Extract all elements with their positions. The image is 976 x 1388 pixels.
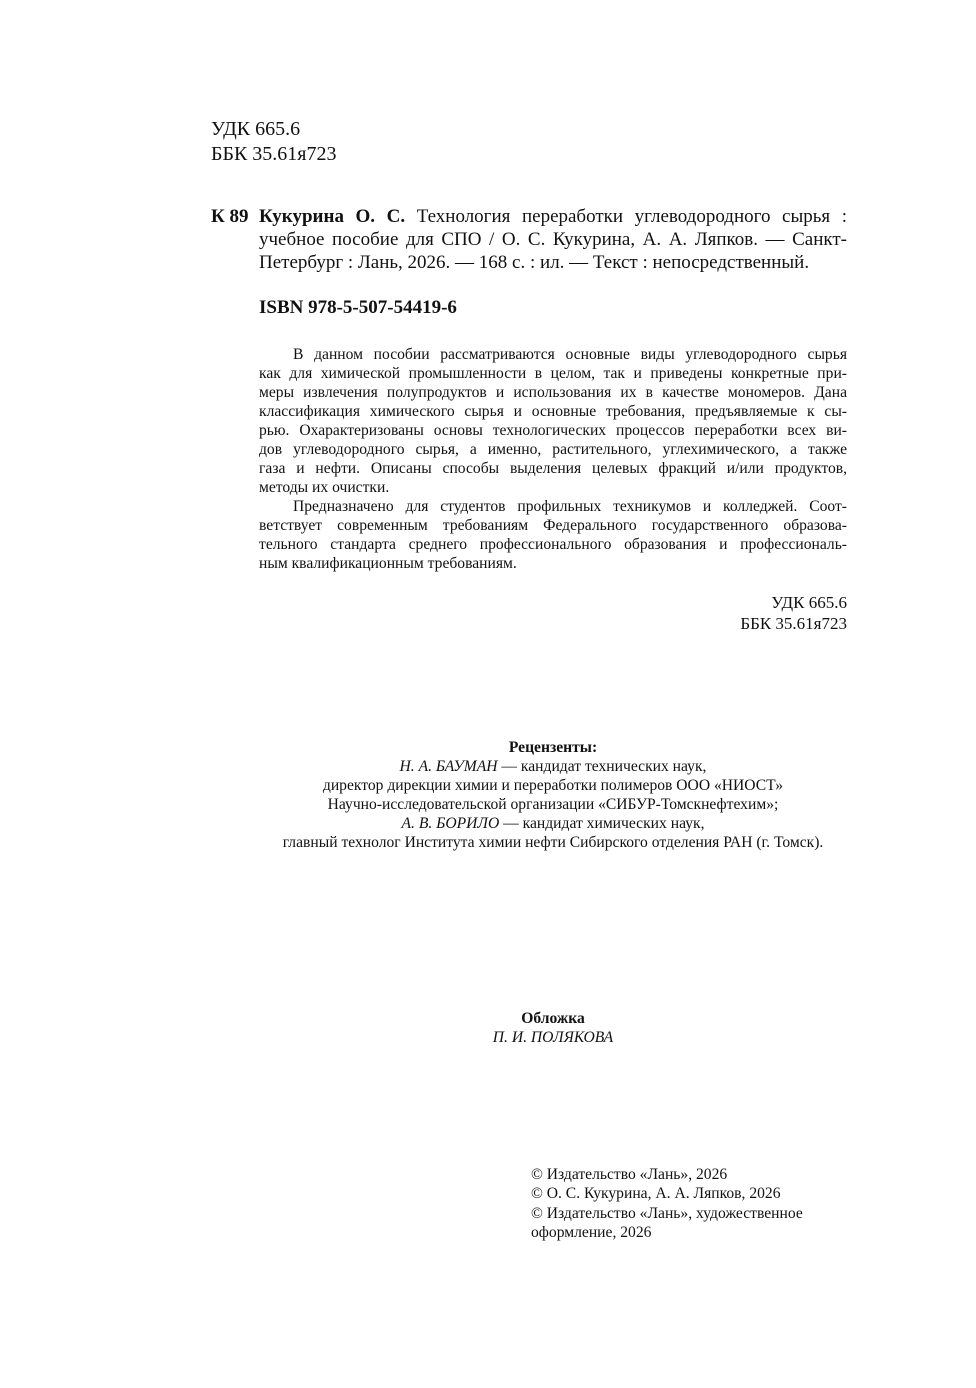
annotation-line: как для химической промышленности в целом, так и приведены конкретные при- <box>259 365 847 382</box>
biblio-line-3: Петербург : Лань, 2026. — 168 с. : ил. — Текст : непосредственный. <box>259 252 810 273</box>
cover-designer: П. И. ПОЛЯКОВА <box>492 1029 614 1046</box>
reviewers-block <box>259 738 847 852</box>
bibliographic-description <box>259 205 847 274</box>
book-title: Технология переработки углеводородного сырья : <box>416 206 848 227</box>
reviewer-1-position: директор дирекции химии и переработки полимеров ООО «НИОСТ» <box>322 777 784 794</box>
cover-credit <box>259 1009 847 1047</box>
copyright-line: © Издательство «Лань», художественное <box>531 1204 803 1222</box>
isbn: ISBN 978-5-507-54419-6 <box>259 297 457 318</box>
bbk-code: ББК 35.61я723 <box>211 143 337 165</box>
copyright-line: оформление, 2026 <box>531 1224 652 1242</box>
reviewer-1-name: Н. А. БАУМАН <box>399 758 498 775</box>
udk-bbk-footer <box>740 592 847 634</box>
udk-bbk-header <box>211 117 337 167</box>
annotation-line: Предназначено для студентов профильных техникумов и колледжей. Соот- <box>293 498 847 515</box>
annotation-line: газа и нефти. Описаны способы выделения целевых фракций и/или продуктов, <box>259 460 847 477</box>
reviewer-2-title: — кандидат химических наук, <box>499 815 705 832</box>
copyright-line: © О. С. Кукурина, А. А. Ляпков, 2026 <box>531 1185 781 1203</box>
udk-code: УДК 665.6 <box>211 118 301 140</box>
biblio-line-2: учебное пособие для СПО / О. С. Кукурина, А. А. Ляпков. — Санкт- <box>259 229 847 250</box>
annotation-line: В данном пособии рассматриваются основные виды углеводородного сырья <box>293 346 847 363</box>
annotation-line: меры извлечения полупродуктов и использования их в качестве мономеров. Дана <box>259 384 847 401</box>
annotation-line: дов углеводородного сырья, а именно, растительного, углехимического, а также <box>259 441 847 458</box>
udk-code: УДК 665.6 <box>771 593 847 612</box>
reviewer-1-title: — кандидат технических наук, <box>497 758 707 775</box>
reviewer-2 <box>259 814 847 833</box>
reviewers-heading: Рецензенты: <box>508 739 598 756</box>
reviewer-2-position: главный технолог Института химии нефти Сибирского отделения РАН (г. Томск). <box>282 834 824 851</box>
bbk-code: ББК 35.61я723 <box>740 614 847 633</box>
reviewer-1-organization: Научно-исследовательской организации «СИБУР-Томскнефтехим»; <box>327 796 779 813</box>
cover-heading: Обложка <box>521 1010 585 1027</box>
annotation <box>259 345 847 573</box>
annotation-line: рью. Охарактеризованы основы технологических процессов переработки всех ви- <box>259 422 847 439</box>
author-name: Кукурина О. С. <box>259 206 406 227</box>
annotation-line: ветствует современным требованиям Федерального государственного образова- <box>259 517 847 534</box>
annotation-line: ным квалификационным требованиям. <box>259 555 517 572</box>
biblio-line-1 <box>259 205 847 228</box>
copyright-line: © Издательство «Лань», 2026 <box>531 1166 728 1183</box>
annotation-line: тельного стандарта среднего профессионального образования и профессиональ- <box>259 536 847 553</box>
copyright-block <box>531 1165 831 1243</box>
annotation-line: классификация химического сырья и основные требования, предъявляемые к сы- <box>259 403 847 420</box>
annotation-line: методы их очистки. <box>259 479 390 496</box>
author-mark: К 89 <box>211 206 249 227</box>
reviewer-2-name: А. В. БОРИЛО <box>401 815 500 832</box>
reviewer-1 <box>259 757 847 776</box>
